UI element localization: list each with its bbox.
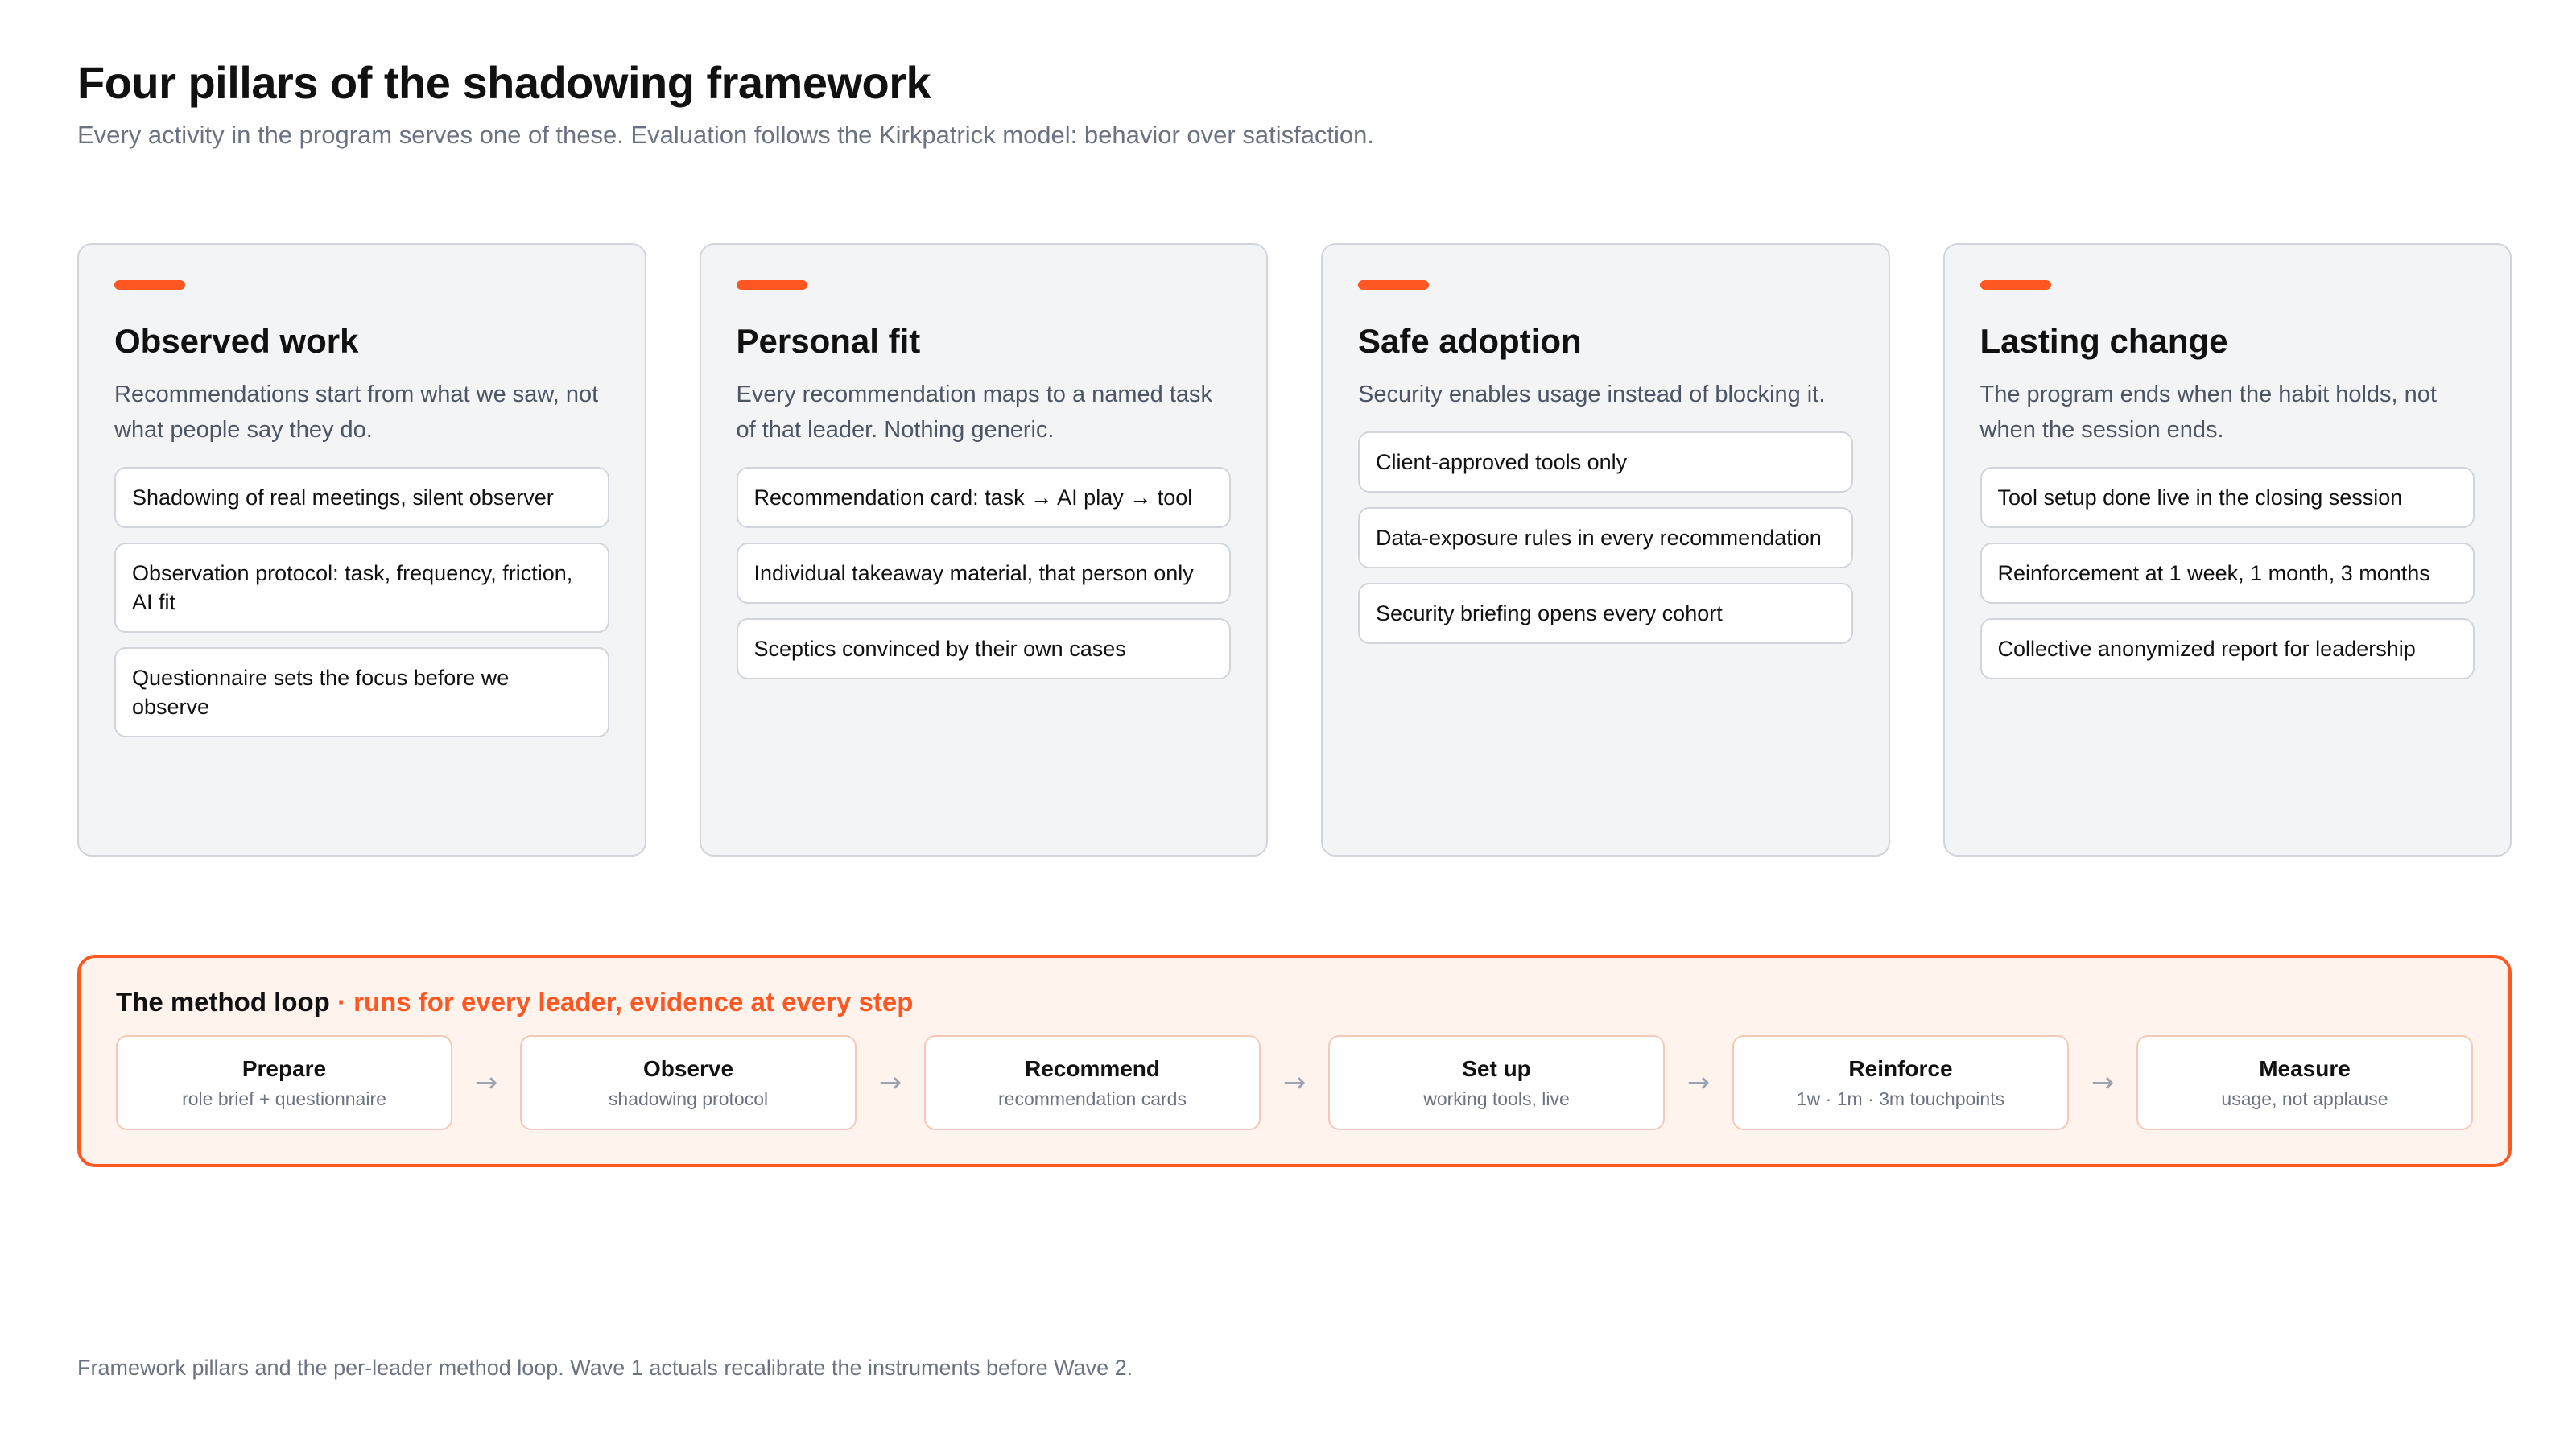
- step-detail: role brief + questionnaire: [182, 1088, 386, 1109]
- pillars-grid: [77, 243, 2512, 857]
- arrow-right-icon: →: [2091, 1067, 2115, 1099]
- loop-step-recommend: [924, 1035, 1261, 1130]
- step-name: Measure: [2259, 1055, 2351, 1081]
- page-subtitle: Every activity in the program serves one of these. Evaluation follows the Kirkpatrick model: behavior over satisfaction.: [77, 121, 1375, 149]
- pillar-card-safe-adoption: [1321, 243, 1890, 857]
- loop-step-observe: [520, 1035, 857, 1130]
- method-loop-heading: [116, 987, 2473, 1018]
- pillar-item: Reinforcement at 1 week, 1 month, 3 months: [1980, 543, 2475, 604]
- step-name: Prepare: [242, 1055, 327, 1081]
- pillar-item-list: [737, 467, 1232, 679]
- pillar-item: Security briefing opens every cohort: [1358, 583, 1853, 644]
- method-loop-panel: [77, 955, 2512, 1167]
- step-detail: working tools, live: [1423, 1088, 1570, 1109]
- pillar-accent-bar: [1980, 280, 2051, 290]
- pillar-title: Safe adoption: [1358, 322, 1582, 360]
- arrow-right-icon: →: [1686, 1067, 1711, 1099]
- step-detail: 1w · 1m · 3m touchpoints: [1796, 1088, 2005, 1109]
- pillar-item: Client-approved tools only: [1358, 431, 1853, 493]
- step-name: Set up: [1462, 1055, 1531, 1081]
- method-loop-title: The method loop: [116, 987, 330, 1017]
- step-name: Observe: [642, 1055, 734, 1081]
- loop-step-prepare: [116, 1035, 452, 1130]
- loop-step-measure: [2136, 1035, 2473, 1130]
- page-title: Four pillars of the shadowing framework: [77, 57, 931, 108]
- footnote: Framework pillars and the per-leader method loop. Wave 1 actuals recalibrate the instruments before Wave 2.: [77, 1356, 1133, 1380]
- pillar-description: Security enables usage instead of blocking it.: [1358, 382, 1826, 407]
- pillar-description: The program ends when the habit holds, not when the session ends.: [1979, 382, 2437, 443]
- method-loop-tagline: · runs for every leader, evidence at every step: [329, 987, 914, 1017]
- pillar-item-list: [1980, 467, 2475, 679]
- pillar-item: Collective anonymized report for leadership: [1980, 618, 2475, 679]
- pillar-card-observed-work: [77, 243, 646, 857]
- arrow-right-icon: →: [878, 1067, 902, 1099]
- pillar-item: Questionnaire sets the focus before we observe: [114, 647, 609, 737]
- pillar-card-lasting-change: [1943, 243, 2512, 857]
- pillar-title: Observed work: [114, 322, 359, 360]
- pillar-item: Individual takeaway material, that person only: [737, 543, 1232, 604]
- pillar-description: Every recommendation maps to a named task of that leader. Nothing generic.: [736, 382, 1213, 443]
- pillar-item: Recommendation card: task → AI play → tool: [737, 467, 1232, 528]
- pillar-item-list: [1358, 431, 1853, 644]
- pillar-item: Tool setup done live in the closing session: [1980, 467, 2475, 528]
- pillar-item-list: [114, 467, 609, 737]
- step-name: Reinforce: [1848, 1055, 1953, 1081]
- pillar-card-personal-fit: [700, 243, 1269, 857]
- pillar-item: Observation protocol: task, frequency, friction, AI fit: [114, 543, 609, 633]
- step-detail: usage, not applause: [2221, 1088, 2388, 1109]
- step-detail: recommendation cards: [998, 1088, 1187, 1109]
- arrow-right-icon: →: [1282, 1067, 1307, 1099]
- pillar-accent-bar: [737, 280, 807, 290]
- pillar-title: Personal fit: [736, 322, 921, 360]
- pillar-item: Sceptics convinced by their own cases: [737, 618, 1232, 679]
- pillar-accent-bar: [1358, 280, 1429, 290]
- step-detail: shadowing protocol: [608, 1088, 769, 1109]
- pillar-item: Shadowing of real meetings, silent observer: [114, 467, 609, 528]
- loop-step-reinforce: [1732, 1035, 2069, 1130]
- arrow-right-icon: →: [474, 1067, 498, 1099]
- loop-step-set-up: [1328, 1035, 1665, 1130]
- pillar-title: Lasting change: [1979, 322, 2228, 360]
- step-name: Recommend: [1024, 1055, 1161, 1081]
- pillar-item: Data-exposure rules in every recommendation: [1358, 507, 1853, 568]
- pillar-description: Recommendations start from what we saw, not what people say they do.: [114, 382, 599, 443]
- pillar-accent-bar: [114, 280, 185, 290]
- method-loop-steps: [116, 1035, 2473, 1130]
